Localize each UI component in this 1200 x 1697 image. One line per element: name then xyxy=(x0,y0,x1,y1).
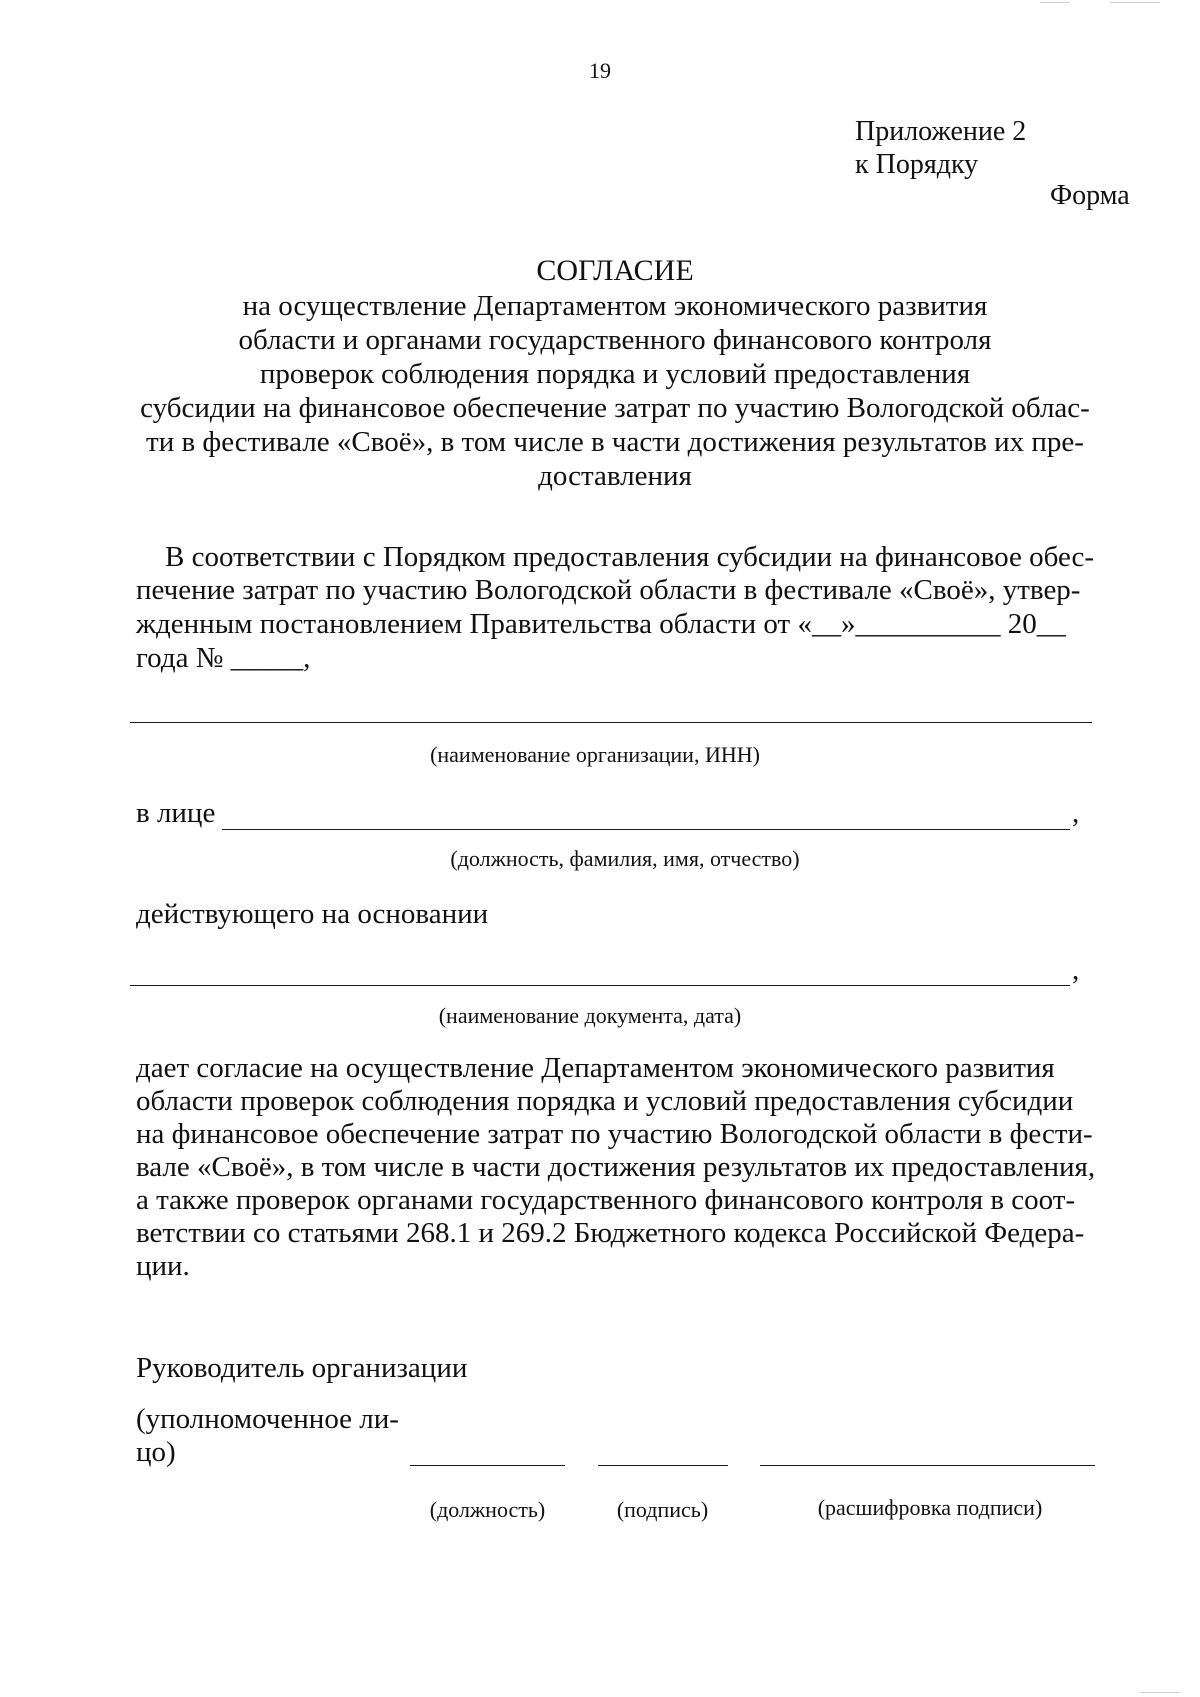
basis-line xyxy=(130,985,1070,986)
title-line: субсидии на финансовое обеспечение затрат по участию Вологодской облас- xyxy=(140,392,1090,424)
consent-line: а также проверок органами государственного финансового контроля в соот- xyxy=(136,1184,1076,1216)
page-number: 19 xyxy=(589,58,611,83)
consent-line: дает согласие на осуществление Департаментом экономического развития xyxy=(136,1052,1055,1084)
basis-label: действующего на основании xyxy=(136,898,489,930)
authorized-line: (уполномоченное ли- xyxy=(136,1403,399,1435)
document-caption: (наименование документа, дата) xyxy=(438,1003,742,1028)
title-line: проверок соблюдения порядка и условий предоставления xyxy=(259,358,971,390)
document-title: СОГЛАСИЕ xyxy=(536,254,694,287)
form-label: Форма xyxy=(1050,180,1130,211)
intro-line: печение затрат по участию Вологодской области в фестивале «Своё», утвер- xyxy=(136,574,1081,606)
decryption-line xyxy=(760,1465,1095,1466)
consent-line: вале «Своё», в том числе в части достижения результатов их предоставления, xyxy=(136,1151,1096,1183)
intro-line: года № _____, xyxy=(136,642,311,674)
position-line xyxy=(410,1465,565,1466)
scan-mark xyxy=(1040,2,1070,3)
intro-line: жденным постановлением Правительства области от «__»__________ 20__ xyxy=(136,608,1066,640)
in-person-line xyxy=(222,829,1070,830)
consent-line: ции. xyxy=(136,1250,190,1282)
in-person-label: в лице xyxy=(136,797,216,829)
person-caption: (должность, фамилия, имя, отчество) xyxy=(450,846,800,871)
appendix-line-2: к Порядку xyxy=(855,149,979,180)
intro-line: В соответствии с Порядком предоставления субсидии на финансовое обес- xyxy=(165,541,1095,573)
scan-mark xyxy=(1140,1692,1180,1693)
appendix-line-1: Приложение 2 xyxy=(855,116,1027,147)
consent-line: ветствии со статьями 268.1 и 269.2 Бюджетного кодекса Российской Федера- xyxy=(136,1217,1085,1249)
signature-line xyxy=(598,1465,728,1466)
consent-line: области проверок соблюдения порядка и условий предоставления субсидии xyxy=(136,1085,1074,1117)
decryption-caption: (расшифровка подписи) xyxy=(817,1495,1043,1520)
signature-caption: (подпись) xyxy=(616,1497,709,1522)
head-label: Руководитель организации xyxy=(136,1352,468,1384)
title-line: области и органами государственного финансового контроля xyxy=(238,324,992,356)
title-line: на осуществление Департаментом экономического развития xyxy=(242,290,988,322)
title-line: ти в фестивале «Своё», в том числе в части достижения результатов их пре- xyxy=(146,426,1084,458)
organization-caption: (наименование организации, ИНН) xyxy=(430,742,760,767)
authorized-line: цо) xyxy=(136,1436,176,1468)
scan-mark xyxy=(1110,2,1160,3)
consent-line: на финансовое обеспечение затрат по участию Вологодской области в фести- xyxy=(136,1118,1093,1150)
title-line: доставления xyxy=(538,460,692,492)
position-caption: (должность) xyxy=(429,1497,546,1522)
comma: , xyxy=(1072,797,1080,829)
comma: , xyxy=(1072,954,1080,986)
organization-line xyxy=(130,722,1092,723)
